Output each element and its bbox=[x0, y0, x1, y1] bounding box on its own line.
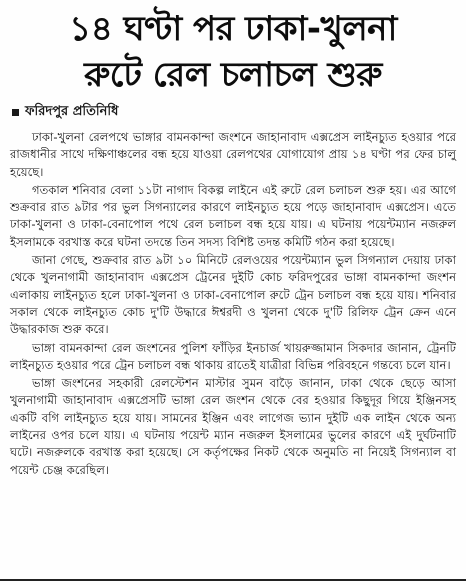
headline bbox=[0, 0, 466, 98]
bottom-rule bbox=[0, 579, 466, 581]
paragraph-4: ভাঙ্গা বামনকান্দা রেল জংশনের পুলিশ ফাঁড়ির ইনচার্জ খায়রুজ্জামান সিকদার জানান, ট্রেনটি লাইনচ্যুত হওয়ার পরে ট্রেন চলাচল বন্ধ থাকায় রাতেই যাত্রীরা বিভিন্ন পরিবহনে গন্তব্যে চলে যান। bbox=[10, 340, 456, 372]
paragraph-3: জানা গেছে, শুক্রবার রাত ৯টা ১০ মিনিটে রেলওয়ের পয়েন্টম্যান ভুল সিগন্যাল দেয়ায় ঢাকা থেকে খুলনাগামী জাহানাবাদ এক্সপ্রেস ট্রেনের দুইটি কোচ ফরিদপুরের ভাঙ্গা বামনকান্দা জংশন এলাকায় লাইনচ্যুত হলে ঢাকা-খুলনা ও ঢাকা-বেনাপোল রুটে ট্রেন চলাচল বন্ধ হয়ে যায়। শনিবার সকাল থেকে লাইনচ্যুত কোচ দু'টি উদ্ধারে ঈশ্বরদী ও খুলনা থেকে দু'টি রিলিফ ট্রেন ক্রেন এনে উদ্ধারকাজ শুরু করে। bbox=[10, 253, 456, 337]
paragraph-5: ভাঙ্গা জংশনের সহকারী রেলস্টেশন মাস্টার সুমন বাড়ৈ জানান, ঢাকা থেকে ছেড়ে আসা খুলনাগামী জাহানাবাদ এক্সপ্রেসটি ভাঙ্গা রেল জংশন থেকে বের হওয়ার কিছুদূর গিয়ে ইঞ্জিনসহ একটি বগি লাইনচ্যুত হয়ে যায়। সামনের ইঞ্জিন এবং লাগেজ ভ্যান দুইটি এক লাইন থেকে অন্য লাইনের ওপর চলে যায়। এ ঘটনায় পয়েন্ট ম্যান নজরুল ইসলামের ভুলের কারণে এই দুর্ঘটনাটি ঘটে। নজরুলকে বরখাস্ত করা হয়েছে। সে কর্তৃপক্ষের নিকট থেকে অনুমতি না নিয়েই সিগন্যাল বা পয়েন্ট চেঞ্জ করেছিল। bbox=[10, 376, 456, 477]
square-bullet-icon bbox=[12, 109, 19, 116]
headline-line-2: রুটে রেল চলাচল শুরু bbox=[84, 55, 382, 95]
paragraph-2: গতকাল শনিবার বেলা ১১টা নাগাদ বিকল্প লাইনে এই রুটে রেল চলাচল শুরু হয়। এর আগে শুক্রবার রাত ৯টার পর ভুল সিগন্যালের কারণে লাইনচ্যুত হয়ে পড়ে জাহানাবাদ এক্সপ্রেস। এতে ঢাকা-খুলনা ও ঢাকা-বেনাপোল পথে রেল চলাচল বন্ধ হয়ে যায়। এ ঘটনায় পয়েন্টম্যান নজরুল ইসলামকে বরখাস্ত করে ঘটনা তদন্তে তিন সদস্য বিশিষ্ট তদন্ত কমিটি গঠন করা হয়েছে। bbox=[10, 182, 456, 249]
byline-text: ফরিদপুর প্রতিনিধি bbox=[25, 104, 119, 119]
byline bbox=[12, 102, 466, 123]
paragraph-1: ঢাকা-খুলনা রেলপথে ভাঙ্গার বামনকান্দা জংশনে জাহানাবাদ এক্সপ্রেস লাইনচ্যুত হওয়ার পরে রাজধানীর সাথে দক্ষিণাঞ্চলের বন্ধ হয়ে যাওয়া রেলপথের যোগাযোগ প্রায় ১৪ ঘণ্টা পর ফের চালু হয়েছে। bbox=[10, 130, 456, 179]
headline-line-1: ১৪ ঘণ্টা পর ঢাকা-খুলনা bbox=[69, 9, 397, 49]
article-body bbox=[0, 129, 466, 479]
